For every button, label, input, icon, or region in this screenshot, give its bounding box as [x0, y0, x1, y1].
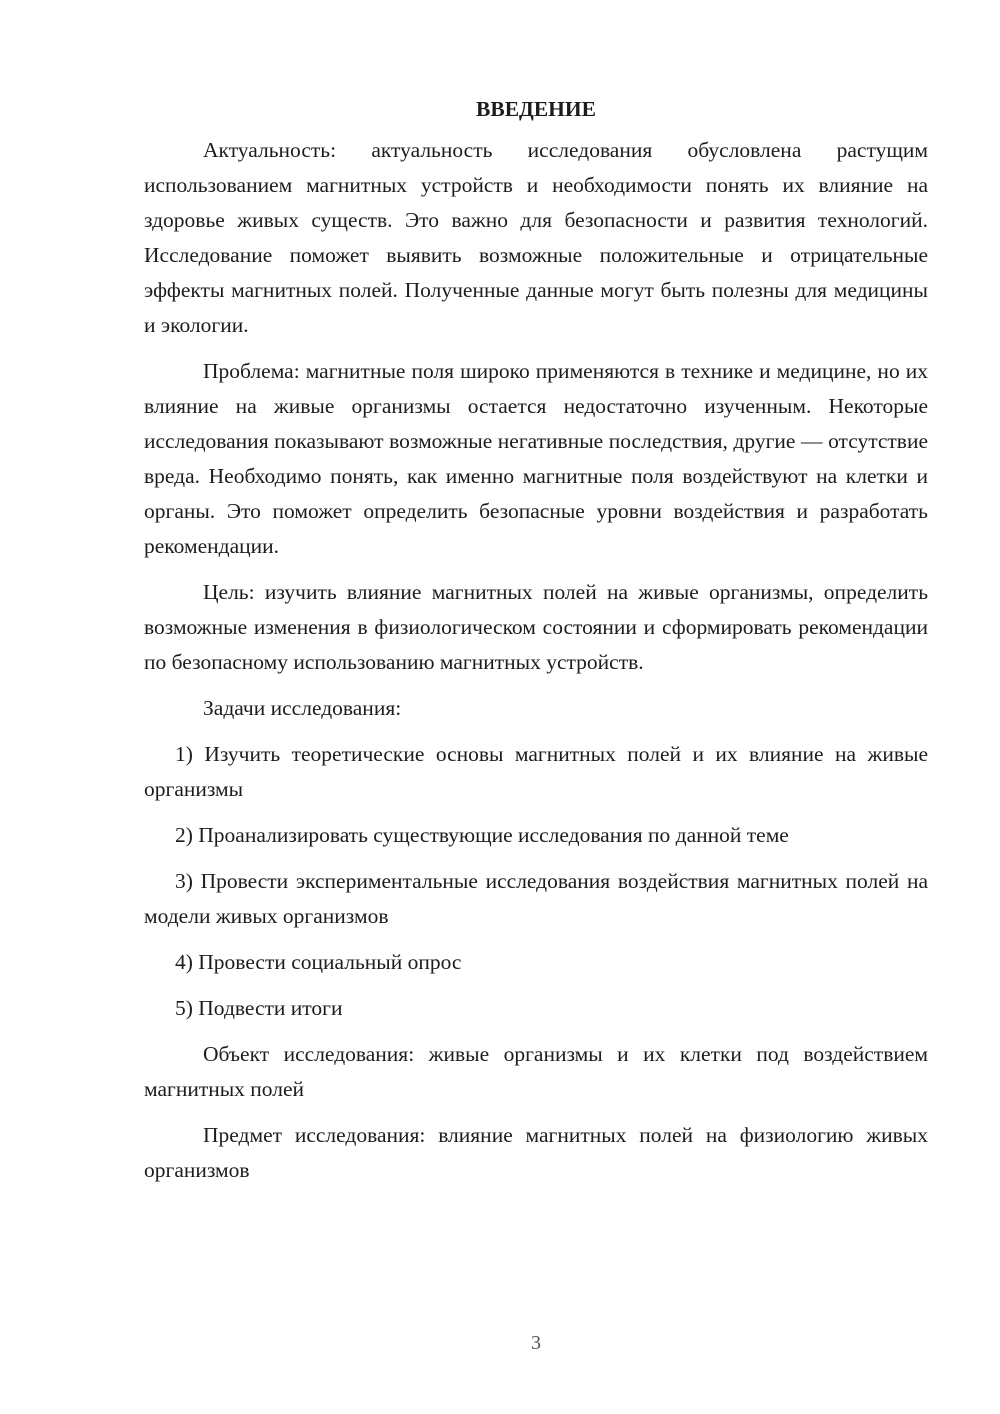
problem-paragraph: Проблема: магнитные поля широко применяются в технике и медицине, но их влияние на живые организмы остается недостаточно изученным. Некоторые исследования показывают возможные негативные последствия, другие — отсутствие вреда. Необходимо понять, как именно магнитные поля воздействуют на клетки и органы. Это поможет определить безопасные уровни воздействия и разработать рекомендации. [144, 359, 928, 558]
document-page [144, 92, 928, 1199]
task-item-2: 2) Проанализировать существующие исследования по данной теме [175, 823, 789, 847]
subject-paragraph: Предмет исследования: влияние магнитных полей на физиологию живых организмов [144, 1123, 928, 1182]
relevance-paragraph: Актуальность: актуальность исследования обусловлена растущим использованием магнитных устройств и необходимости понять их влияние на здоровье живых существ. Это важно для безопасности и развития технологий. Исследование поможет выявить возможные положительные и отрицательные эффекты магнитных полей. Полученные данные могут быть полезны для медицины и экологии. [144, 138, 928, 337]
goal-paragraph: Цель: изучить влияние магнитных полей на живые организмы, определить возможные изменения в физиологическом состоянии и сформировать рекомендации по безопасному использованию магнитных устройств. [144, 580, 928, 674]
page-number: 3 [531, 1332, 541, 1354]
object-paragraph: Объект исследования: живые организмы и их клетки под воздействием магнитных полей [144, 1042, 928, 1101]
document-title: ВВЕДЕНИЕ [476, 97, 596, 121]
task-item-1: 1) Изучить теоретические основы магнитных полей и их влияние на живые организмы [144, 742, 928, 801]
task-item-4: 4) Провести социальный опрос [175, 950, 462, 974]
tasks-heading: Задачи исследования: [203, 696, 402, 720]
task-item-3: 3) Провести экспериментальные исследования воздействия магнитных полей на модели живых организмов [144, 869, 928, 928]
task-item-5: 5) Подвести итоги [175, 996, 343, 1020]
